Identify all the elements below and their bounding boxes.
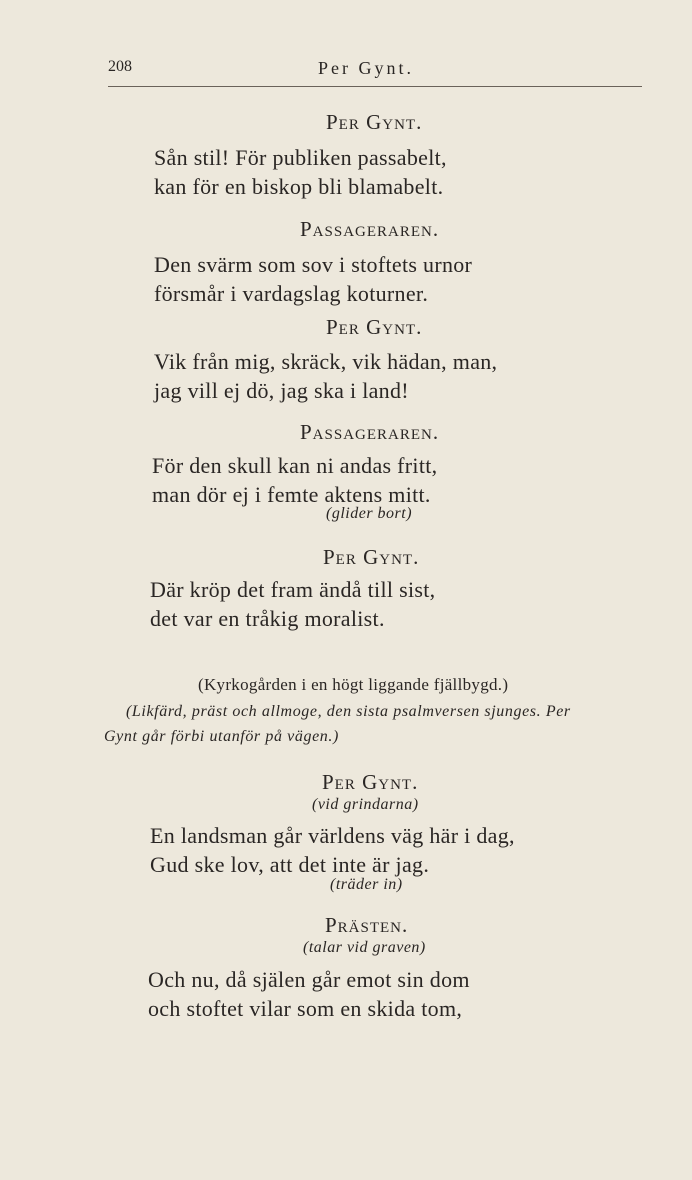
verse-line: Där kröp det fram ändå till sist, [150, 577, 436, 602]
running-title: Per Gynt. [318, 58, 414, 78]
verse-block [154, 250, 472, 308]
verse-block [154, 347, 497, 405]
stage-direction-block [104, 699, 571, 749]
header-rule [108, 86, 642, 87]
page-number: 208 [108, 58, 132, 75]
speaker-per-gynt: Per Gynt. [326, 110, 423, 134]
speaker-per-gynt: Per Gynt. [326, 315, 423, 339]
verse-line: Den svärm som sov i stoftets urnor [154, 252, 473, 277]
stage-direction: (vid grindarna) [312, 796, 419, 813]
verse-line: Och nu, då själen går emot sin dom [148, 967, 470, 992]
stage-direction: (glider bort) [326, 505, 413, 522]
verse-line: jag vill ej dö, jag ska i land! [154, 378, 409, 403]
speaker-per-gynt: Per Gynt. [323, 545, 420, 569]
verse-line: Sån stil! För publiken passabelt, [154, 145, 447, 170]
stage-direction: (talar vid graven) [303, 939, 426, 956]
speaker-per-gynt: Per Gynt. [322, 770, 419, 794]
verse-block [150, 575, 435, 633]
verse-block [152, 451, 437, 509]
verse-line: För den skull kan ni andas fritt, [152, 453, 438, 478]
verse-block [148, 965, 470, 1023]
verse-line: man dör ej i femte aktens mitt. [152, 482, 431, 507]
scene-heading: (Kyrkogården i en högt liggande fjällbygd.) [198, 675, 509, 694]
stage-direction-line: Gynt går förbi utanför på vägen.) [104, 728, 339, 745]
stage-direction: (träder in) [330, 876, 403, 893]
verse-line: kan för en biskop bli blamabelt. [154, 174, 444, 199]
verse-block [150, 821, 515, 879]
stage-direction-line: (Likfärd, präst och allmoge, den sista psalmversen sjunges. Per [126, 703, 571, 720]
verse-line: försmår i vardagslag koturner. [154, 281, 429, 306]
speaker-prasten: Prästen. [325, 913, 409, 937]
verse-line: Vik från mig, skräck, vik hädan, man, [154, 349, 498, 374]
verse-block [154, 143, 447, 201]
verse-line: En landsman går världens väg här i dag, [150, 823, 515, 848]
speaker-passageraren: Passageraren. [300, 217, 440, 241]
speaker-passageraren: Passageraren. [300, 420, 440, 444]
page-header [108, 58, 642, 82]
verse-line: Gud ske lov, att det inte är jag. [150, 852, 430, 877]
verse-line: och stoftet vilar som en skida tom, [148, 996, 463, 1021]
verse-line: det var en tråkig moralist. [150, 606, 385, 631]
